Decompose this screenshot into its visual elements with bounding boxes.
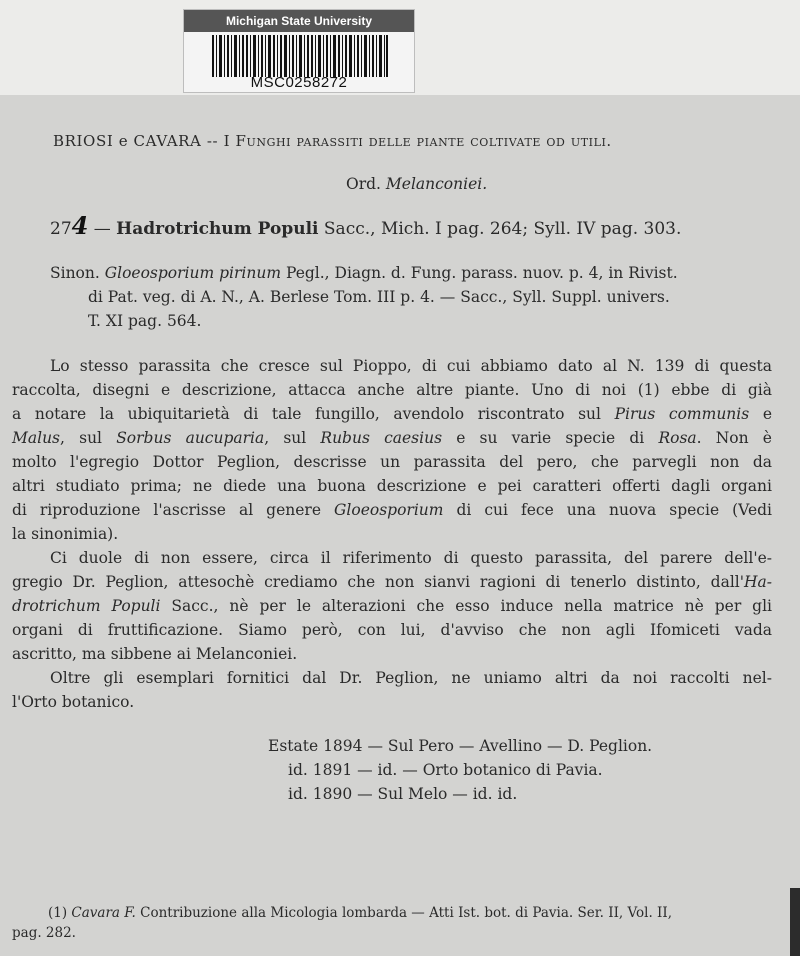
synonym-name: Gloeosporium pirinum — [104, 264, 282, 282]
barcode-label — [183, 9, 415, 93]
taxon-hadrotrichum-populi: drotrichum Populi — [12, 597, 161, 615]
text-span: di riproduzione l'ascrisse al genere — [12, 501, 322, 519]
running-header — [53, 130, 612, 152]
synonym-line-2: di Pat. veg. di A. N., A. Berlese Tom. III p. 4. — Sacc., Syll. Suppl. univers. — [88, 288, 670, 306]
entry-number: 27 — [50, 219, 72, 239]
text-span: a notare la ubiquitarietà di tale fungillo, avendolo riscontrato sul — [12, 405, 601, 423]
header-title-initial: I F — [223, 132, 247, 150]
species-name: Hadrotrichum Populi — [116, 219, 319, 239]
text-span: , sul — [60, 429, 103, 447]
para1-line: altri studiato prima; ne diede una buona descrizione e pei caratteri offerti dagli organi — [12, 477, 772, 495]
para2-line: ascritto, ma sibbene ai Melanconiei. — [12, 645, 298, 663]
para1-line: molto l'egregio Dottor Peglion, descrisse un parassita del pero, che parvegli non da — [12, 453, 772, 471]
para2-line: organi di fruttificazione. Siamo però, con lui, d'avviso che non agli Ifomiceti vada — [12, 621, 772, 639]
synonym-label: Sinon. — [50, 264, 100, 282]
footnote-number: (1) — [48, 905, 68, 921]
text-span: , sul — [264, 429, 307, 447]
para3-line: Oltre gli esemplari fornitici dal Dr. Peglion, ne uniamo altri da noi raccolti nel- — [50, 669, 772, 687]
entry-dash: — — [88, 219, 117, 239]
order-line — [346, 173, 487, 195]
para2-line: Ci duole di non essere, circa il riferimento di questo parassita, del parere dell'e- — [50, 549, 772, 567]
para1-line: Lo stesso parassita che cresce sul Pioppo, di cui abbiamo dato al N. 139 di questa — [50, 357, 772, 375]
handwritten-number: 4 — [71, 211, 89, 240]
collection-record: id. 1890 — Sul Melo — id. id. — [288, 785, 518, 803]
collection-record: Estate 1894 — Sul Pero — Avellino — D. Peglion. — [268, 737, 653, 755]
synonym-ref: Pegl., Diagn. d. Fung. parass. nuov. p. 4, in Rivist. — [285, 264, 678, 282]
sheet-edge-shadow — [790, 888, 800, 956]
para1-line — [12, 499, 772, 521]
taxon-rubus: Rubus caesius — [320, 429, 443, 447]
footnote-ref: Contribuzione alla Micologia lombarda — Atti Ist. bot. di Pavia. Ser. II, Vol. II, — [140, 905, 673, 921]
synonym-line-1 — [50, 262, 678, 284]
entry-line — [50, 211, 682, 240]
text-span: di cui fece una nuova specie (Vedi — [456, 501, 772, 519]
taxon-malus: Malus — [12, 429, 61, 447]
order-prefix: Ord. — [346, 175, 381, 193]
para2-line — [12, 571, 772, 593]
para2-line — [12, 595, 772, 617]
header-separator: -- — [206, 132, 219, 150]
taxon-rosa: Rosa — [658, 429, 697, 447]
para3-line: l'Orto botanico. — [12, 693, 135, 711]
catalog-number: MSC0258272 — [250, 74, 348, 91]
taxon-pirus: Pirus communis — [614, 405, 750, 423]
header-title: unghi parassiti delle piante coltivate od utili. — [246, 132, 612, 150]
species-citation: Sacc., Mich. I pag. 264; Syll. IV pag. 303. — [323, 219, 682, 239]
para1-line — [12, 403, 772, 425]
para1-line — [12, 427, 772, 449]
barcode-icon — [212, 35, 388, 77]
order-name: Melanconiei. — [385, 175, 488, 193]
footnote-line-2: pag. 282. — [12, 925, 76, 941]
footnote-author: Cavara F. — [71, 905, 136, 921]
collection-record: id. 1891 — id. — Orto botanico di Pavia. — [288, 761, 603, 779]
text-span: e — [762, 405, 772, 423]
institution-name: Michigan State University — [184, 10, 414, 32]
text-span: e su varie specie di — [456, 429, 645, 447]
text-span: Sacc., nè per le alterazioni che esso induce nella matrice nè per gli — [171, 597, 772, 615]
taxon-gloeosporium: Gloeosporium — [334, 501, 444, 519]
synonym-line-3: T. XI pag. 564. — [88, 312, 202, 330]
text-span: gregio Dr. Peglion, attesochè crediamo che non sianvi ragioni di tenerlo distinto, dall' — [12, 573, 744, 591]
footnote-line-1 — [48, 902, 672, 924]
para1-line: la sinonimia). — [12, 525, 119, 543]
header-authors: BRIOSI e CAVARA — [53, 132, 202, 150]
para1-line: raccolta, disegni e descrizione, attacca anche altre piante. Uno di noi (1) ebbe di già — [12, 381, 772, 399]
text-span: . Non è — [696, 429, 772, 447]
taxon-sorbus: Sorbus aucuparia — [116, 429, 265, 447]
taxon-hadrotrichum: Ha- — [744, 573, 772, 591]
